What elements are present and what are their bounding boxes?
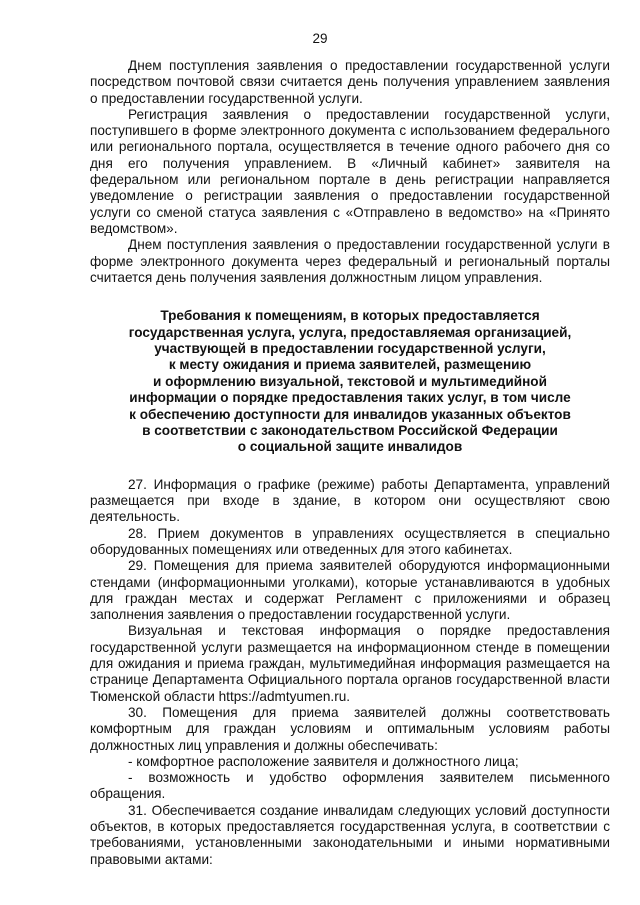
list-item: - комфортное расположение заявителя и должностного лица; — [128, 753, 519, 769]
paragraph-visual-info: Визуальная и текстовая информация о порядке предоставления государственной услуги размещается на информационном стенде в помещении для ожидания и приема граждан, мультимедийная информация размещается на странице Департамента Официального портала органов государственной власти Тюменской области https://admtyumen.ru. — [90, 623, 610, 704]
section-heading-line: государственная услуга, услуга, предоставляемая организацией, — [128, 324, 572, 340]
paragraph-27: 27. Информация о графике (режиме) работы Департамента, управлений размещается при входе в здание, в котором они осуществляют свою деятельность. — [90, 476, 610, 525]
section-heading — [90, 308, 610, 456]
paragraph-mail-receipt: Днем поступления заявления о предоставлении государственной услуги посредством почтовой связи считается день получения управлением заявления о предоставлении государственной услуги. — [90, 58, 610, 106]
section-heading-line: к обеспечению доступности для инвалидов указанных объектов — [129, 406, 571, 422]
paragraph-29: 29. Помещения для приема заявителей оборудуются информационными стендами (информационными уголками), которые устанавливаются в удобных для граждан местах и содержат Регламент с приложениями и образец заполнения заявления о предоставлении государственной услуги. — [90, 558, 610, 623]
paragraph-28: 28. Прием документов в управлениях осуществляется в специально оборудованных помещениях или отведенных для этого кабинетах. — [90, 525, 610, 557]
section-heading-line: и оформлению визуальной, текстовой и мультимедийной — [153, 373, 547, 389]
list-item: - возможность и удобство оформления заявителем письменного обращения. — [90, 770, 610, 802]
page-number: 29 — [312, 31, 328, 46]
section-heading-line: участвующей в предоставлении государственной услуги, — [154, 340, 546, 356]
section-heading-line: к месту ожидания и приема заявителей, размещению — [168, 357, 532, 373]
section-heading-line: о социальной защите инвалидов — [237, 439, 463, 455]
paragraph-electronic-registration: Регистрация заявления о предоставлении государственной услуги, поступившего в форме электронного документа с использованием федерального или регионального портала, осуществляется в течение одного рабочего дня со дня его получения управлением. В «Личный кабинет» заявителя на федеральном или региональном портале в день регистрации направляется уведомление о регистрации заявления о предоставлении государственной услуги со сменой статуса заявления с «Отправлено в ведомство» на «Принято ведомством». — [90, 106, 610, 236]
paragraph-30: 30. Помещения для приема заявителей должны соответствовать комфортным для граждан условиям и оптимальным условиям работы должностных лиц управления и должны обеспечивать: — [90, 704, 610, 753]
section-heading-line: Требования к помещениям, в которых предоставляется — [160, 308, 540, 324]
paragraph-31: 31. Обеспечивается создание инвалидам следующих условий доступности объектов, в которых предоставляется государственная услуга, в соответствии с требованиями, установленными законодательными и иными нормативными правовыми актами: — [90, 802, 610, 867]
document-body — [90, 58, 610, 868]
section-heading-line: в соответствии с законодательством Российской Федерации — [142, 423, 558, 438]
section-heading-line: информации о порядке предоставления таких услуг, в том числе — [129, 390, 571, 406]
paragraph-portal-receipt: Днем поступления заявления о предоставлении государственной услуги в форме электронного документа через федеральный и региональный порталы считается день получения заявления должностным лицом управления. — [90, 237, 610, 285]
